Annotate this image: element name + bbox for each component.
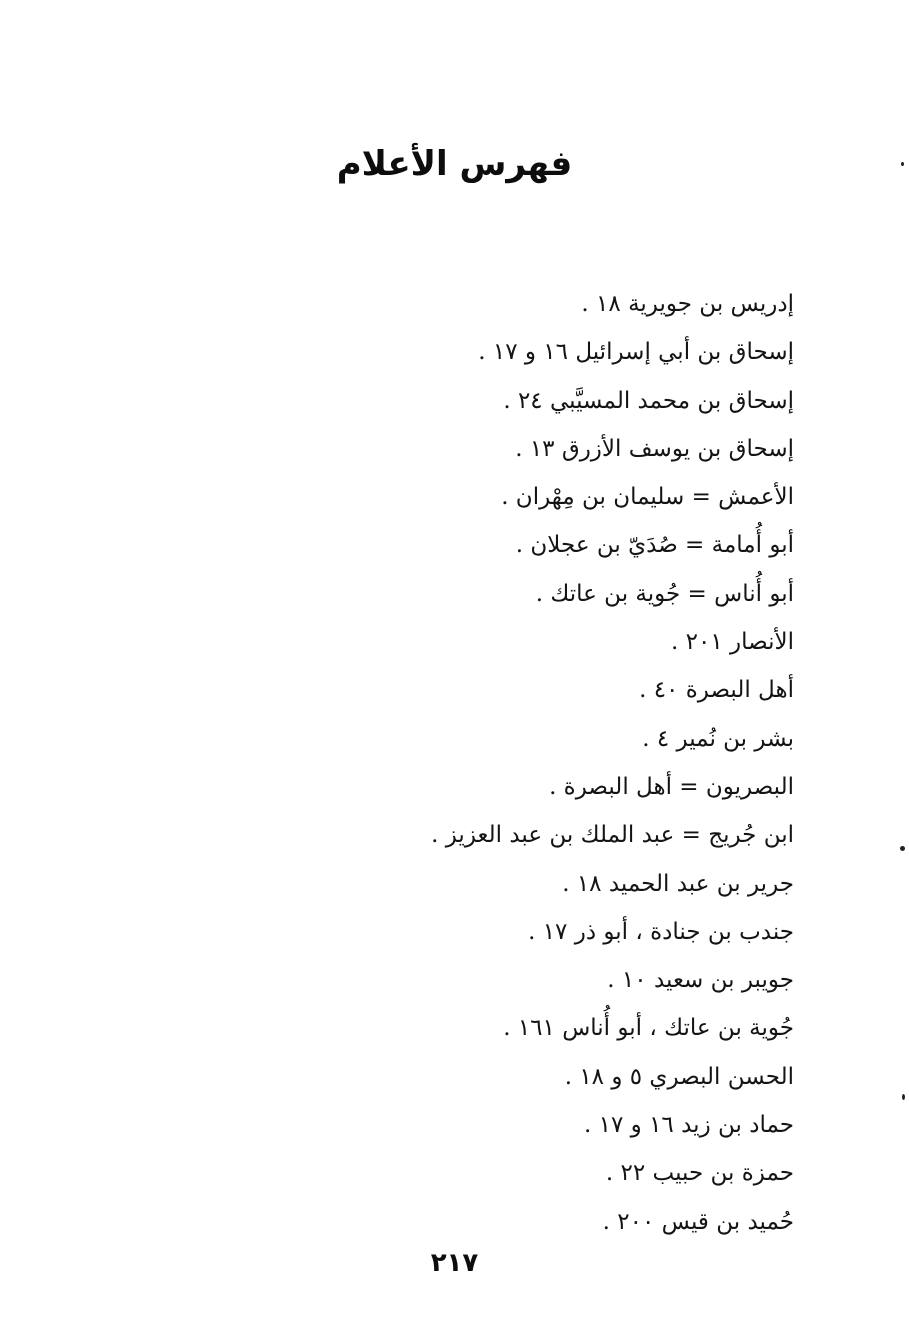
index-entry: الأنصار ٢٠١ . bbox=[671, 629, 794, 656]
page-number: ٢١٧ bbox=[430, 1248, 479, 1278]
index-entry: أبو أُناس = جُوية بن عاتك . bbox=[535, 580, 794, 607]
scan-speck bbox=[900, 846, 905, 851]
index-entries bbox=[274, 280, 794, 1246]
index-entry: ابن جُريج = عبد الملك بن عبد العزيز . bbox=[431, 822, 794, 849]
index-entry: حُميد بن قيس ٢٠٠ . bbox=[602, 1208, 794, 1235]
index-entry: إسحاق بن محمد المسيَّبي ٢٤ . bbox=[503, 387, 794, 414]
scan-speck bbox=[901, 162, 904, 166]
index-entry: بشر بن نُمير ٤ . bbox=[642, 725, 794, 752]
index-entry: إسحاق بن أبي إسرائيل ١٦ و ١٧ . bbox=[478, 339, 794, 366]
index-entry: حمزة بن حبيب ٢٢ . bbox=[605, 1160, 794, 1187]
index-entry: جُوية بن عاتك ، أبو أُناس ١٦١ . bbox=[503, 1015, 794, 1042]
index-entry: أبو أُمامة = صُدَيّ بن عجلان . bbox=[515, 532, 794, 559]
index-entry: أهل البصرة ٤٠ . bbox=[639, 677, 794, 704]
index-entry: الحسن البصري ٥ و ١٨ . bbox=[564, 1063, 794, 1090]
index-entry: جندب بن جنادة ، أبو ذر ١٧ . bbox=[528, 918, 794, 945]
page-title: فهرس الأعلام bbox=[336, 144, 573, 184]
scan-speck bbox=[902, 1094, 905, 1100]
index-entry: جرير بن عبد الحميد ١٨ . bbox=[562, 870, 794, 897]
index-entry: حماد بن زيد ١٦ و ١٧ . bbox=[584, 1112, 794, 1139]
index-entry: إدريس بن جويرية ١٨ . bbox=[581, 291, 794, 317]
index-entry: البصريون = أهل البصرة . bbox=[549, 773, 794, 800]
index-entry: إسحاق بن يوسف الأزرق ١٣ . bbox=[515, 435, 794, 462]
index-entry: الأعمش = سليمان بن مِهْران . bbox=[501, 484, 794, 511]
index-entry: جويبر بن سعيد ١٠ . bbox=[607, 967, 794, 994]
